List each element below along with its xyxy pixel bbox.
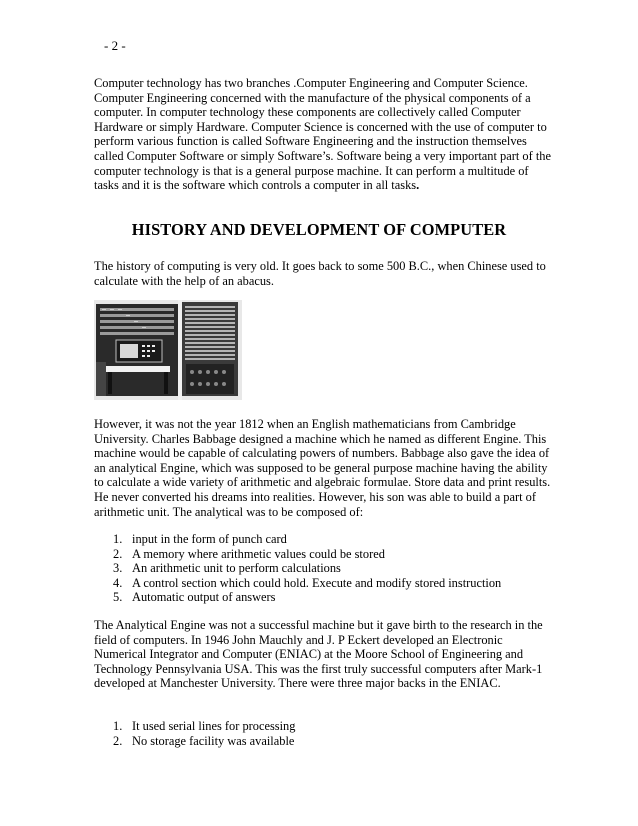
list-item-number: 5. xyxy=(113,590,123,605)
list-item-number: 2. xyxy=(113,546,123,561)
list-item xyxy=(113,719,295,734)
list-item-text: An arithmetic unit to perform calculations xyxy=(132,561,341,576)
babbage-paragraph: However, it was not the year 1812 when an English mathematicians from Cambridge University. Charles Babbage designed a machine which he named as different Engine. This machine would be capable of calculating powers of numbers. Babbage also gave the idea of an analytical Engine, which was supposed to be general purpose machine having the ability to calculate a wide variety of arithmetic and algebraic formulae. Store data and print results. He never converted his dreams into realities. However, his son was able to build a part of arithmetic unit. The analytical was to be composed of: xyxy=(94,417,551,519)
list-item xyxy=(113,561,501,576)
page-number: - 2 - xyxy=(104,38,126,53)
list-item xyxy=(113,734,295,749)
list-item-number: 3. xyxy=(113,561,123,576)
list-item-number: 1. xyxy=(113,532,123,546)
eniac-paragraph: The Analytical Engine was not a successful machine but it gave birth to the research in the field of computers. In 1946 John Mauchly and J. P Eckert developed an Electronic Numerical Integrator and Computer (ENIAC) at the Moore School of Engineering and Technology Pennsylvania USA. This was the first truly successful computers after Mark-1 developed at Manchester University. There were three major backs in the ENIAC. xyxy=(94,618,543,691)
history-paragraph: The history of computing is very old. It goes back to some 500 B.C., when Chinese used to calculate with the help of an abacus. xyxy=(94,259,546,288)
intro-end-mark: . xyxy=(416,178,420,193)
intro-paragraph xyxy=(94,76,554,193)
computer-photo-image xyxy=(94,300,242,400)
list-item xyxy=(113,532,501,547)
computer-photo xyxy=(94,300,242,400)
components-list xyxy=(113,532,501,605)
list-item-text: input in the form of punch card xyxy=(132,532,287,546)
section-heading: HISTORY AND DEVELOPMENT OF COMPUTER xyxy=(131,220,507,239)
list-item-number: 1. xyxy=(113,719,123,733)
list-item-text: Automatic output of answers xyxy=(132,590,276,605)
list-item-text: No storage facility was available xyxy=(132,733,295,748)
list-item-text: It used serial lines for processing xyxy=(132,719,296,733)
list-item-text: A control section which could hold. Execute and modify stored instruction xyxy=(132,575,502,590)
eniac-drawbacks-list xyxy=(113,719,295,748)
list-item xyxy=(113,576,501,591)
list-item-number: 4. xyxy=(113,575,123,590)
list-item-text: A memory where arithmetic values could be stored xyxy=(132,546,385,561)
list-item-number: 2. xyxy=(113,733,123,748)
list-item xyxy=(113,590,501,605)
list-item xyxy=(113,547,501,562)
intro-text: Computer technology has two branches .Computer Engineering and Computer Science. Computer Engineering concerned with the manufacture of the physical components of a computer. In computer technology these components are collectively called Computer Hardware or simply Hardware. Computer Science is concerned with the use of computer to perform various function is called Software Engineering and the instruction themselves called Computer Software or simply Software’s. Software being a very important part of the computer technology is that is a general purpose machine. It can perform a multitude of tasks and it is the software which controls a computer in all tasks xyxy=(94,76,551,193)
